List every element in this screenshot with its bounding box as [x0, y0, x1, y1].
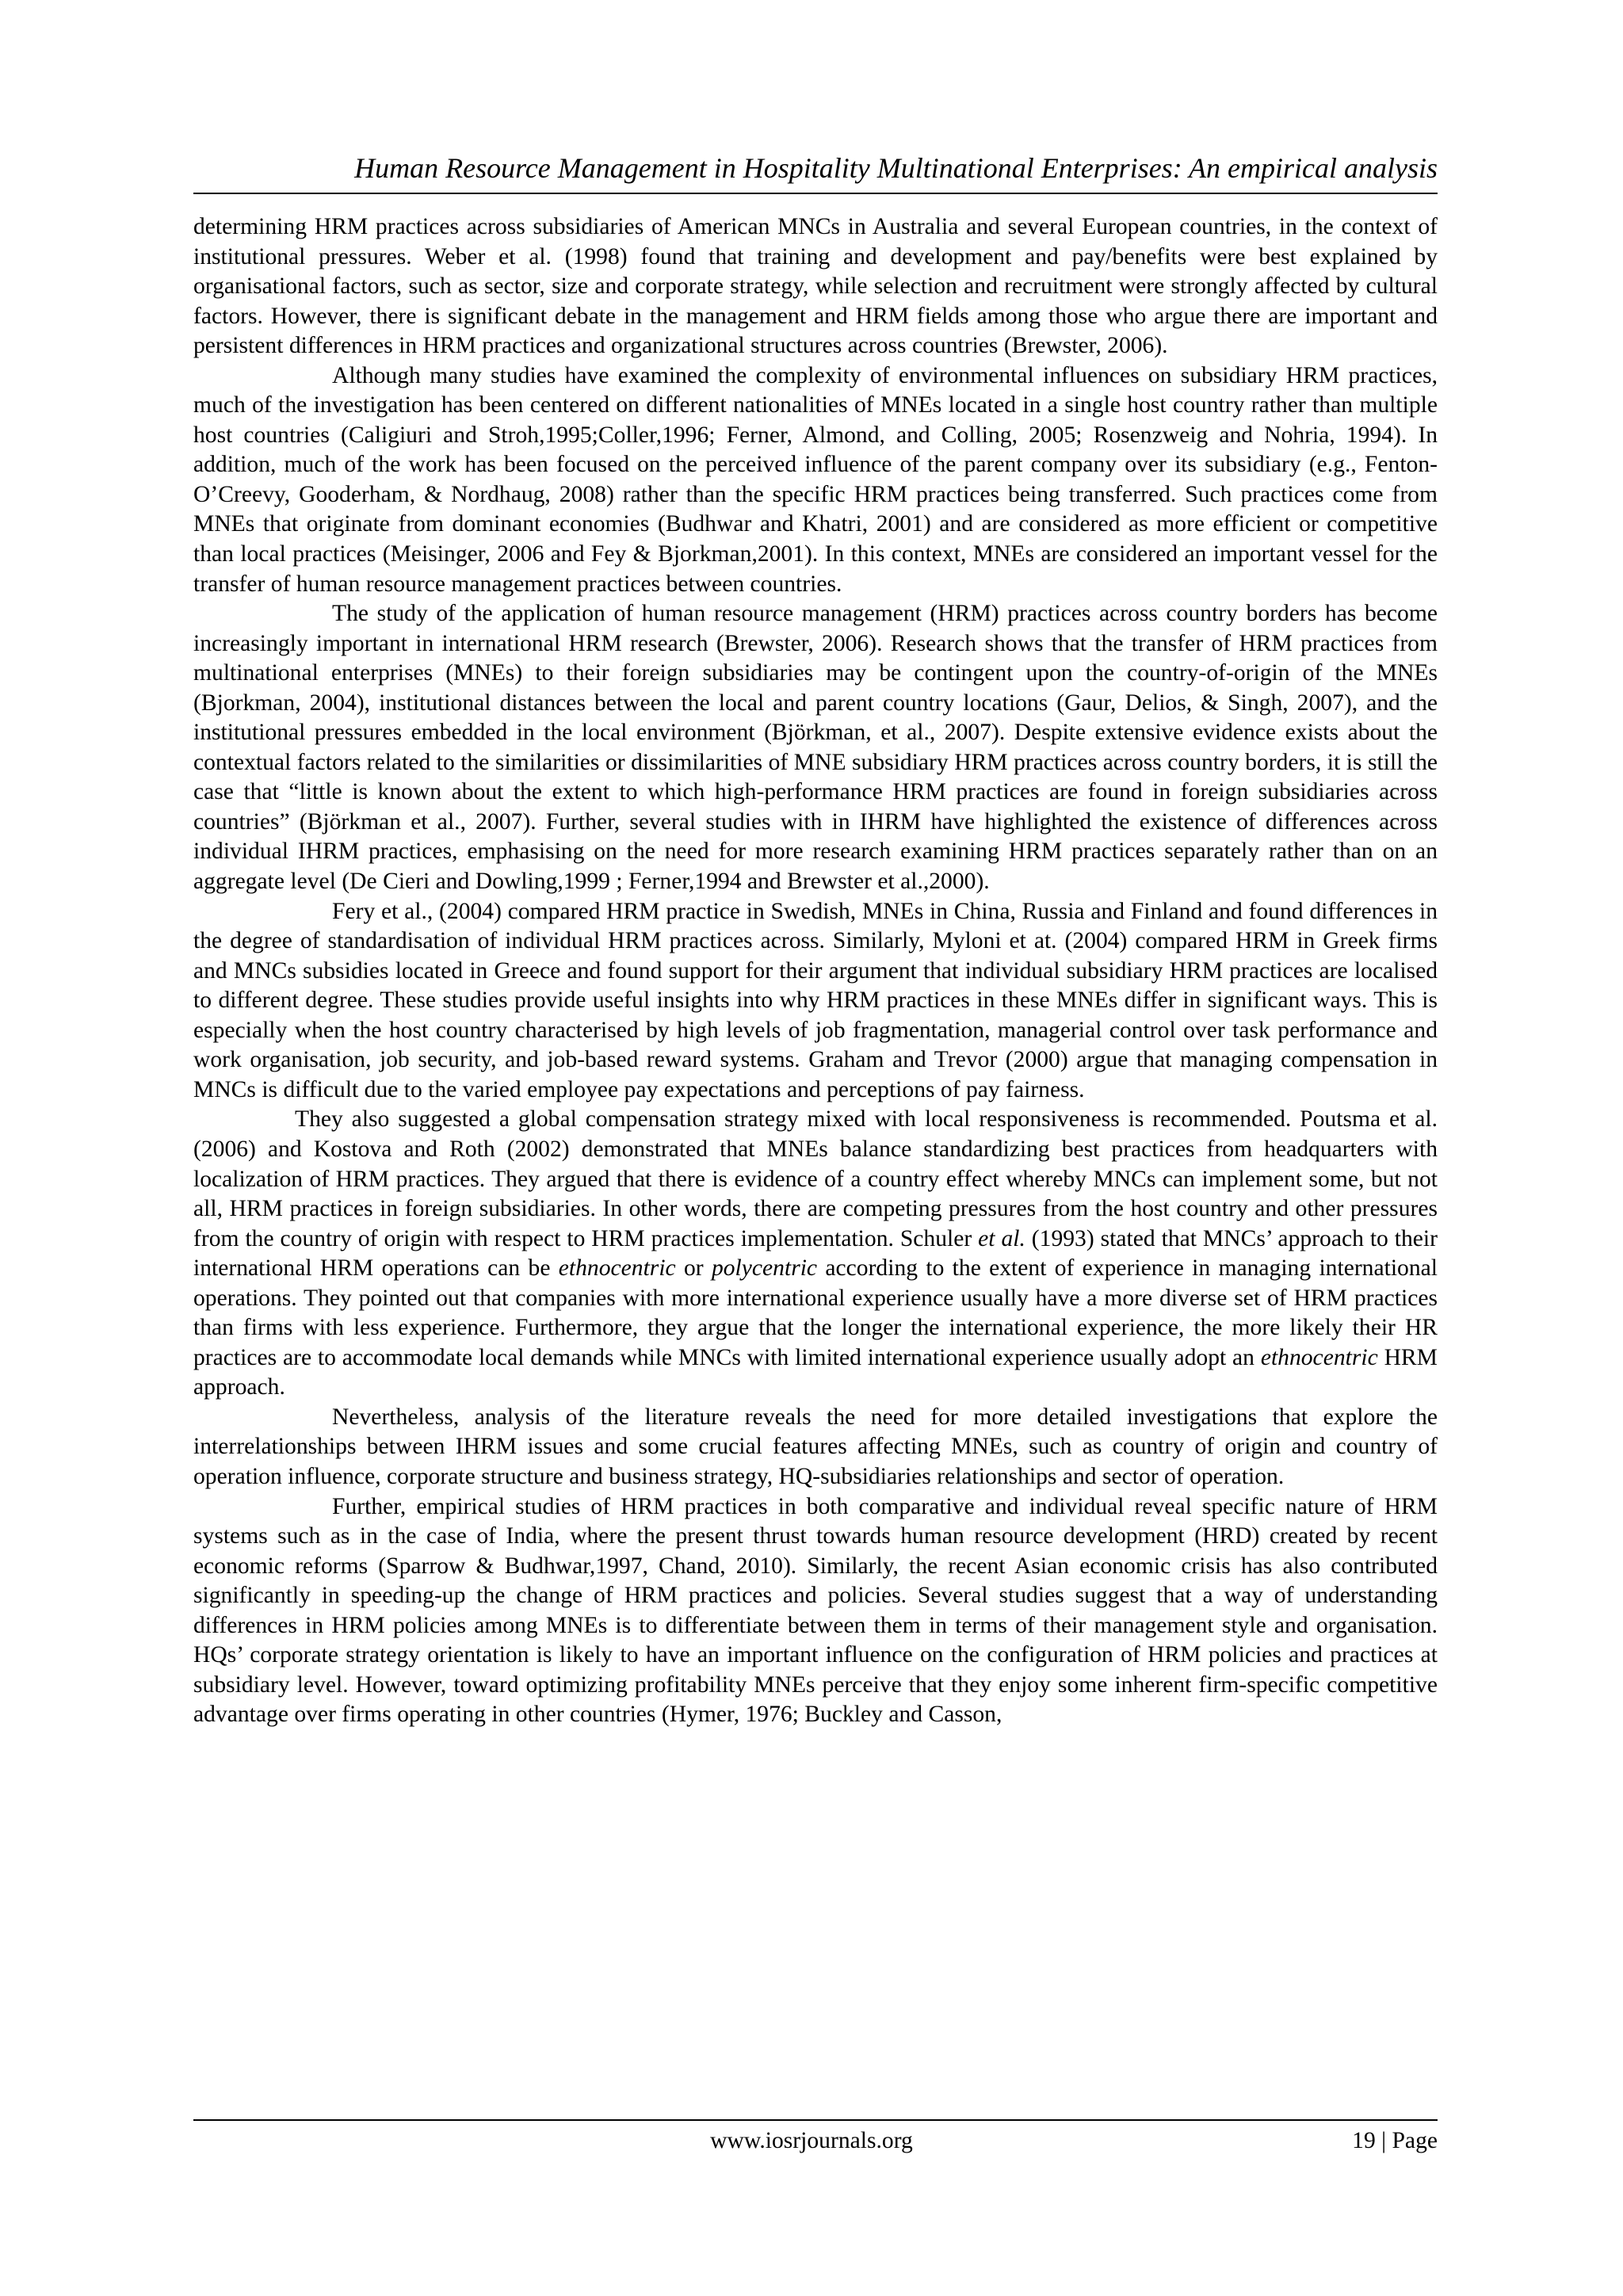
text-segment: HRM approach. [193, 1344, 1438, 1400]
italic-text: et al. [978, 1225, 1025, 1251]
paragraph [193, 361, 1438, 599]
paragraph [193, 1105, 1438, 1402]
text-segment: Although many studies have examined the complexity of environmental influences on subsidiary HRM practices, much of the investigation has been centered on different nationalities of MNEs located in a single host country rather than multiple host countries (Caligiuri and Stroh,1995;Coller,1996; Ferner, Almond, and Colling, 2005; Rosenzweig and Nohria, 1994). In addition, much of the work has been focused on the perceived influence of the parent company over its subsidiary (e.g., Fenton-O’Creevy, Gooderham, & Nordhaug, 2008) rather than the specific HRM practices being transferred. Such practices come from MNEs that originate from dominant economies (Budhwar and Khatri, 2001) and are considered as more efficient or competitive than local practices (Meisinger, 2006 and Fey & Bjorkman,2001). In this context, MNEs are considered an important vessel for the transfer of human resource management practices between countries. [193, 362, 1438, 597]
text-segment: determining HRM practices across subsidiaries of American MNCs in Australia and several European countries, in the context of institutional pressures. Weber et al. (1998) found that training and development and pay/benefits were best explained by organisational factors, such as sector, size and corporate strategy, while selection and recruitment were strongly affected by cultural factors. However, there is significant debate in the management and HRM fields among those who argue there are important and persistent differences in HRM practices and organizational structures across countries (Brewster, 2006). [193, 214, 1438, 359]
header-divider [193, 193, 1438, 194]
text-segment: or [675, 1255, 712, 1282]
text-segment: according to the extent of experience in managing international operations. They pointed out that companies with more international experience usually have a more diverse set of HRM practices than firms with less experience. Furthermore, they argue that the longer the international experience, the more likely their HR practices are to accommodate local demands while MNCs with limited international experience usually adopt an [193, 1255, 1438, 1370]
body-text [193, 212, 1438, 1730]
text-segment: (1993) stated that MNCs’ approach to their international HRM operations can be [193, 1225, 1438, 1282]
paragraph [193, 212, 1438, 361]
text-segment: They also suggested a global compensation strategy mixed with local responsiveness is recommended. Poutsma et al. (2006) and Kostova and Roth (2002) demonstrated that MNEs balance standardizing best practices from headquarters with localization of HRM practices. They argued that there is evidence of a country effect whereby MNCs can implement some, but not all, HRM practices in foreign subsidiaries. In other words, there are competing pressures from the host country and other pressures from the country of origin with respect to HRM practices implementation. Schuler [193, 1106, 1438, 1251]
text-segment: The study of the application of human resource management (HRM) practices across country borders has become increasingly important in international HRM research (Brewster, 2006). Research shows that the transfer of HRM practices from multinational enterprises (MNEs) to their foreign subsidiaries may be contingent upon the country-of-origin of the MNEs (Bjorkman, 2004), institutional distances between the local and parent country locations (Gaur, Delios, & Singh, 2007), and the institutional pressures embedded in the local environment (Björkman, et al., 2007). Despite extensive evidence exists about the contextual factors related to the similarities or dissimilarities of MNE subsidiary HRM practices across country borders, it is still the case that “little is known about the extent to which high-performance HRM practices are found in foreign subsidiaries across countries” (Björkman et al., 2007). Further, several studies with in IHRM have highlighted the existence of differences across individual IHRM practices, emphasising on the need for more research examining HRM practices separately rather than on an aggregate level (De Cieri and Dowling,1999 ; Ferner,1994 and Brewster et al.,2000). [193, 601, 1438, 895]
italic-text: ethnocentric [558, 1255, 676, 1282]
running-header-title: Human Resource Management in Hospitality Multinational Enterprises: An empirical analysis [354, 152, 1438, 184]
text-segment: Nevertheless, analysis of the literature reveals the need for more detailed investigations that explore the interrelationships between IHRM issues and some crucial features affecting MNEs, such as country of origin and country of operation influence, corporate structure and business strategy, HQ-subsidiaries relationships and sector of operation. [193, 1404, 1438, 1489]
paragraph [193, 599, 1438, 896]
paragraph [193, 1403, 1438, 1492]
italic-text: ethnocentric [1260, 1344, 1378, 1370]
footer-divider [193, 2119, 1438, 2121]
footer-page-number: 19 | Page [1352, 2128, 1438, 2153]
footer-journal-url: www.iosrjournals.org [710, 2128, 913, 2153]
italic-text: polycentric [711, 1255, 818, 1282]
text-segment: Fery et al., (2004) compared HRM practice in Swedish, MNEs in China, Russia and Finland and found differences in the degree of standardisation of individual HRM practices across. Similarly, Myloni et at. (2004) compared HRM in Greek firms and MNCs subsidies located in Greece and found support for their argument that individual subsidiary HRM practices are localised to different degree. These studies provide useful insights into why HRM practices in these MNEs differ in significant ways. This is especially when the host country characterised by high levels of job fragmentation, managerial control over task performance and work organisation, job security, and job-based reward systems. Graham and Trevor (2000) argue that managing compensation in MNCs is difficult due to the varied employee pay expectations and perceptions of pay fairness. [193, 898, 1438, 1102]
text-segment: Further, empirical studies of HRM practices in both comparative and individual reveal specific nature of HRM systems such as in the case of India, where the present thrust towards human resource development (HRD) created by recent economic reforms (Sparrow & Budhwar,1997, Chand, 2010). Similarly, the recent Asian economic crisis has also contributed significantly in speeding-up the change of HRM practices and policies. Several studies suggest that a way of understanding differences in HRM policies among MNEs is to differentiate between them in terms of their management style and organisation. HQs’ corporate strategy orientation is likely to have an important influence on the configuration of HRM policies and practices at subsidiary level. However, toward optimizing profitability MNEs perceive that they enjoy some inherent firm-specific competitive advantage over firms operating in other countries (Hymer, 1976; Buckley and Casson, [193, 1493, 1438, 1728]
paragraph [193, 897, 1438, 1106]
paragraph [193, 1492, 1438, 1730]
